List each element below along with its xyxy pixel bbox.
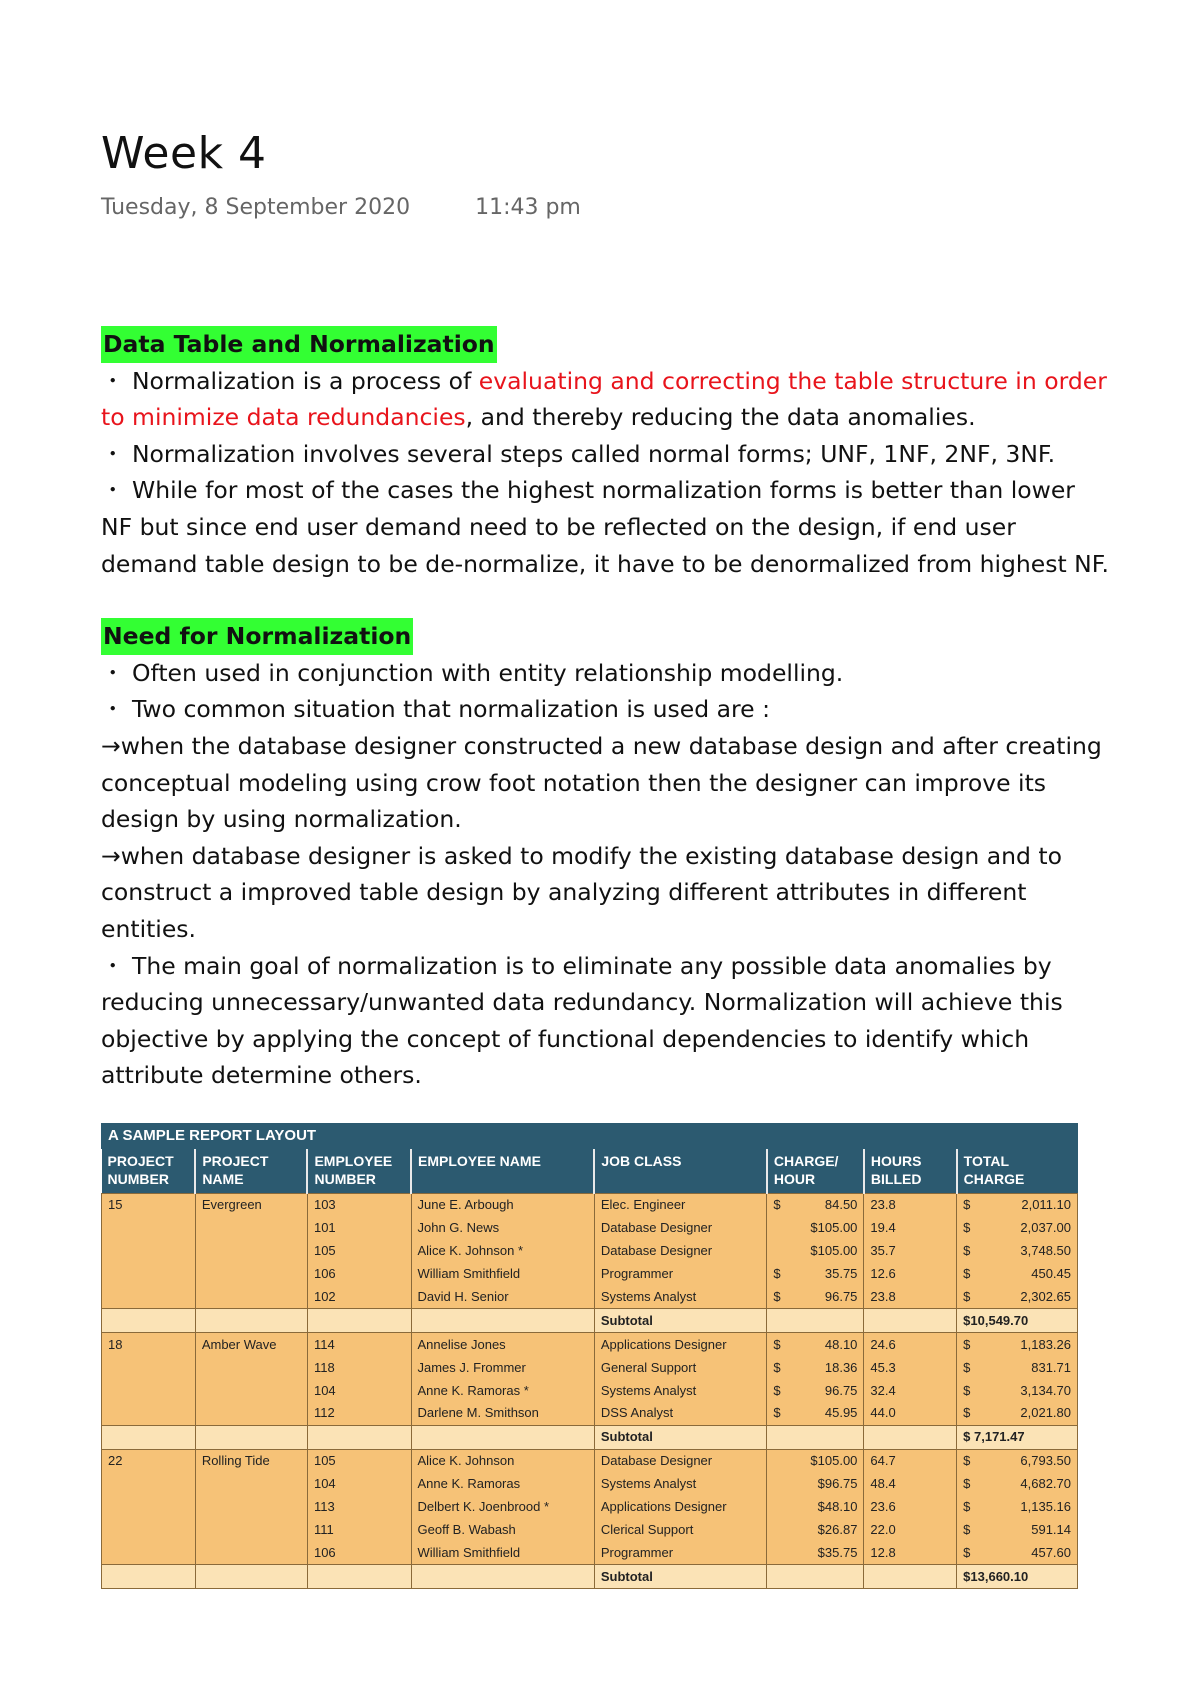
cell-employee-name: Alice K. Johnson — [411, 1449, 594, 1472]
cell-project-number: 22 — [102, 1449, 196, 1472]
cell-project-number — [102, 1240, 196, 1263]
cell-empty — [195, 1425, 307, 1449]
cell-charge-hour — [767, 1473, 864, 1496]
cell-empty — [411, 1425, 594, 1449]
subtotal-value: $ 7,171.47 — [957, 1425, 1078, 1449]
cell-project-name — [195, 1402, 307, 1425]
cell-employee-name: Geoff B. Wabash — [411, 1518, 594, 1541]
currency-symbol: $ — [773, 1382, 781, 1398]
note-header — [101, 128, 1111, 220]
cell-job-class: Database Designer — [594, 1217, 767, 1240]
cell-project-name — [195, 1356, 307, 1379]
cell-employee-number: 106 — [307, 1541, 411, 1564]
spacer — [101, 582, 1111, 618]
table-header-row — [102, 1149, 1078, 1194]
cell-hours-billed: 32.4 — [864, 1379, 957, 1402]
report-table — [101, 1149, 1078, 1589]
amount: 2,037.00 — [1020, 1220, 1071, 1236]
col-header: PROJECT NAME — [195, 1149, 307, 1194]
col-header: TOTAL CHARGE — [957, 1149, 1078, 1194]
cell-hours-billed: 35.7 — [864, 1240, 957, 1263]
cell-employee-name: John G. News — [411, 1217, 594, 1240]
subtotal-row — [102, 1425, 1078, 1449]
note-time: 11:43 pm — [475, 194, 581, 220]
cell-empty — [767, 1309, 864, 1333]
cell-employee-number: 111 — [307, 1518, 411, 1541]
cell-hours-billed: 23.8 — [864, 1286, 957, 1309]
cell-total-charge — [957, 1240, 1078, 1263]
table-row — [102, 1263, 1078, 1286]
cell-project-name: Rolling Tide — [195, 1449, 307, 1472]
cell-employee-name: William Smithfield — [411, 1263, 594, 1286]
amount: 2,302.65 — [1020, 1289, 1071, 1304]
cell-employee-number: 113 — [307, 1496, 411, 1519]
table-row — [102, 1449, 1078, 1472]
cell-job-class: Elec. Engineer — [594, 1194, 767, 1217]
amount: 6,793.50 — [1020, 1453, 1071, 1469]
cell-total-charge — [957, 1217, 1078, 1240]
currency-symbol: $ — [963, 1476, 971, 1492]
cell-employee-name: Alice K. Johnson * — [411, 1240, 594, 1263]
amount: $26.87 — [817, 1521, 858, 1537]
cell-hours-billed: 48.4 — [864, 1473, 957, 1496]
table-row — [102, 1402, 1078, 1425]
currency-symbol: $ — [963, 1544, 971, 1560]
cell-employee-number: 104 — [307, 1379, 411, 1402]
cell-total-charge — [957, 1333, 1078, 1356]
cell-project-number — [102, 1379, 196, 1402]
col-header: JOB CLASS — [594, 1149, 767, 1194]
col-header: HOURS BILLED — [864, 1149, 957, 1194]
currency-symbol: $ — [963, 1359, 971, 1375]
currency-symbol: $ — [773, 1266, 781, 1282]
cell-employee-name: David H. Senior — [411, 1286, 594, 1309]
cell-employee-number: 106 — [307, 1263, 411, 1286]
paragraph: ・ Two common situation that normalization is used are : — [101, 695, 770, 724]
cell-employee-name: Annelise Jones — [411, 1333, 594, 1356]
amount: 45.95 — [824, 1405, 858, 1421]
paragraph-text: ・ Normalization is a process of — [101, 366, 479, 395]
cell-employee-number: 118 — [307, 1356, 411, 1379]
amount: 591.14 — [1031, 1521, 1071, 1537]
cell-total-charge — [957, 1194, 1078, 1217]
cell-project-number — [102, 1518, 196, 1541]
cell-employee-name: William Smithfield — [411, 1541, 594, 1564]
cell-project-number — [102, 1286, 196, 1309]
currency-symbol: $ — [963, 1220, 971, 1236]
cell-hours-billed: 12.8 — [864, 1541, 957, 1564]
cell-job-class: Clerical Support — [594, 1518, 767, 1541]
cell-employee-name: June E. Arbough — [411, 1194, 594, 1217]
cell-empty — [307, 1565, 411, 1589]
cell-project-name: Evergreen — [195, 1194, 307, 1217]
cell-project-name — [195, 1217, 307, 1240]
currency-symbol: $ — [963, 1499, 971, 1515]
table-row — [102, 1541, 1078, 1564]
cell-employee-name: James J. Frommer — [411, 1356, 594, 1379]
cell-empty — [102, 1309, 196, 1333]
cell-employee-number: 103 — [307, 1194, 411, 1217]
cell-total-charge — [957, 1541, 1078, 1564]
table-row — [102, 1473, 1078, 1496]
cell-hours-billed: 12.6 — [864, 1263, 957, 1286]
cell-employee-number: 112 — [307, 1402, 411, 1425]
amount: 1,183.26 — [1020, 1336, 1071, 1352]
currency-symbol: $ — [963, 1289, 971, 1304]
cell-job-class: DSS Analyst — [594, 1402, 767, 1425]
subtotal-label: Subtotal — [594, 1309, 767, 1333]
table-row — [102, 1379, 1078, 1402]
col-header: EMPLOYEE NUMBER — [307, 1149, 411, 1194]
cell-employee-number: 114 — [307, 1333, 411, 1356]
subtotal-value: $13,660.10 — [957, 1565, 1078, 1589]
cell-project-number — [102, 1496, 196, 1519]
amount: 450.45 — [1031, 1266, 1071, 1282]
cell-total-charge — [957, 1379, 1078, 1402]
cell-charge-hour — [767, 1217, 864, 1240]
paragraph: →when the database designer constructed a new database design and after creating conceptual modeling using crow foot notation then the designer can improve its design by using normalization. — [101, 731, 1102, 834]
cell-job-class: Applications Designer — [594, 1333, 767, 1356]
cell-project-number — [102, 1473, 196, 1496]
cell-hours-billed: 23.6 — [864, 1496, 957, 1519]
cell-job-class: Systems Analyst — [594, 1286, 767, 1309]
cell-employee-number: 102 — [307, 1286, 411, 1309]
cell-charge-hour — [767, 1286, 864, 1309]
paragraph: →when database designer is asked to modify the existing database design and to construct a improved table design by analyzing different attributes in different entities. — [101, 841, 1063, 943]
table-row — [102, 1286, 1078, 1309]
amount: $35.75 — [817, 1544, 858, 1560]
cell-employee-number: 101 — [307, 1217, 411, 1240]
note-body — [101, 326, 1111, 1094]
paragraph: ・ The main goal of normalization is to eliminate any possible data anomalies by reducing unnecessary/unwanted data redundancy. Normalization will achieve this objective by applying the concept of functional dependencies to identify which attribute determine others. — [101, 951, 1063, 1090]
cell-empty — [411, 1309, 594, 1333]
cell-project-name — [195, 1473, 307, 1496]
cell-charge-hour — [767, 1496, 864, 1519]
cell-job-class: Applications Designer — [594, 1496, 767, 1519]
cell-empty — [307, 1425, 411, 1449]
cell-hours-billed: 23.8 — [864, 1194, 957, 1217]
note-meta — [101, 195, 1111, 220]
cell-job-class: Database Designer — [594, 1449, 767, 1472]
cell-empty — [307, 1309, 411, 1333]
amount: 2,021.80 — [1020, 1405, 1071, 1421]
amount: 48.10 — [824, 1336, 858, 1352]
cell-employee-name: Delbert K. Joenbrood * — [411, 1496, 594, 1519]
cell-charge-hour — [767, 1263, 864, 1286]
paragraph — [101, 363, 1111, 436]
subtotal-row — [102, 1309, 1078, 1333]
cell-project-name: Amber Wave — [195, 1333, 307, 1356]
cell-project-number — [102, 1356, 196, 1379]
cell-project-number — [102, 1217, 196, 1240]
cell-total-charge — [957, 1518, 1078, 1541]
cell-project-name — [195, 1263, 307, 1286]
table-row — [102, 1240, 1078, 1263]
amount: 457.60 — [1031, 1544, 1071, 1560]
paragraph-text: , and thereby reducing the data anomalies. — [465, 403, 976, 432]
page-title: Week 4 — [101, 128, 267, 179]
cell-project-number — [102, 1402, 196, 1425]
subtotal-label: Subtotal — [594, 1565, 767, 1589]
table-row — [102, 1333, 1078, 1356]
currency-symbol: $ — [773, 1405, 781, 1421]
cell-charge-hour — [767, 1194, 864, 1217]
section-data-table-normalization — [101, 326, 1111, 582]
paragraph: ・ While for most of the cases the highest normalization forms is better than lower NF but since end user demand need to be reflected on the design, if end user demand table design to be de-normalize, it have to be denormalized from highest NF. — [101, 476, 1109, 578]
cell-charge-hour — [767, 1379, 864, 1402]
currency-symbol: $ — [963, 1453, 971, 1469]
report-table-body — [102, 1194, 1078, 1589]
sample-report-image — [101, 1123, 1078, 1589]
amount: $105.00 — [810, 1220, 858, 1236]
currency-symbol: $ — [773, 1289, 781, 1304]
cell-project-number: 15 — [102, 1194, 196, 1217]
currency-symbol: $ — [963, 1266, 971, 1282]
amount: 35.75 — [824, 1266, 858, 1282]
cell-empty — [102, 1425, 196, 1449]
amount: 96.75 — [824, 1289, 858, 1304]
cell-employee-number: 105 — [307, 1449, 411, 1472]
col-header: CHARGE/ HOUR — [767, 1149, 864, 1194]
cell-hours-billed: 44.0 — [864, 1402, 957, 1425]
amount: 84.50 — [824, 1197, 858, 1213]
subtotal-label: Subtotal — [594, 1425, 767, 1449]
table-row — [102, 1217, 1078, 1240]
currency-symbol: $ — [963, 1243, 971, 1259]
cell-hours-billed: 22.0 — [864, 1518, 957, 1541]
section-need-for-normalization — [101, 618, 1111, 1094]
table-row — [102, 1496, 1078, 1519]
table-row — [102, 1356, 1078, 1379]
cell-job-class: Systems Analyst — [594, 1473, 767, 1496]
cell-hours-billed: 45.3 — [864, 1356, 957, 1379]
currency-symbol: $ — [963, 1197, 971, 1213]
paragraph: ・ Often used in conjunction with entity relationship modelling. — [101, 658, 844, 687]
amount: 1,135.16 — [1020, 1499, 1071, 1515]
amount: $48.10 — [817, 1499, 858, 1515]
cell-job-class: General Support — [594, 1356, 767, 1379]
cell-project-number: 18 — [102, 1333, 196, 1356]
highlighted-text: evaluating and correcting the table structure in order to minimize data redundancies — [101, 366, 1107, 432]
cell-empty — [864, 1565, 957, 1589]
cell-total-charge — [957, 1263, 1078, 1286]
cell-total-charge — [957, 1496, 1078, 1519]
cell-project-name — [195, 1286, 307, 1309]
amount: 96.75 — [824, 1382, 858, 1398]
cell-charge-hour — [767, 1449, 864, 1472]
cell-empty — [102, 1565, 196, 1589]
amount: $105.00 — [810, 1453, 858, 1469]
cell-project-name — [195, 1496, 307, 1519]
subtotal-row — [102, 1565, 1078, 1589]
cell-employee-name: Darlene M. Smithson — [411, 1402, 594, 1425]
currency-symbol: $ — [963, 1382, 971, 1398]
cell-total-charge — [957, 1449, 1078, 1472]
section-heading: Data Table and Normalization — [101, 326, 497, 363]
cell-empty — [767, 1425, 864, 1449]
cell-charge-hour — [767, 1518, 864, 1541]
currency-symbol: $ — [963, 1521, 971, 1537]
col-header: EMPLOYEE NAME — [411, 1149, 594, 1194]
cell-employee-name: Anne K. Ramoras — [411, 1473, 594, 1496]
col-header: PROJECT NUMBER — [102, 1149, 196, 1194]
cell-project-name — [195, 1541, 307, 1564]
cell-charge-hour — [767, 1356, 864, 1379]
cell-job-class: Programmer — [594, 1541, 767, 1564]
currency-symbol: $ — [773, 1359, 781, 1375]
cell-employee-number: 105 — [307, 1240, 411, 1263]
currency-symbol: $ — [963, 1405, 971, 1421]
cell-project-name — [195, 1518, 307, 1541]
cell-project-number — [102, 1263, 196, 1286]
note-date: Tuesday, 8 September 2020 — [101, 194, 411, 220]
cell-empty — [767, 1565, 864, 1589]
cell-charge-hour — [767, 1541, 864, 1564]
cell-empty — [411, 1565, 594, 1589]
cell-total-charge — [957, 1356, 1078, 1379]
cell-hours-billed: 64.7 — [864, 1449, 957, 1472]
currency-symbol: $ — [773, 1336, 781, 1352]
amount: $96.75 — [817, 1476, 858, 1492]
section-heading: Need for Normalization — [101, 618, 413, 655]
cell-employee-number: 104 — [307, 1473, 411, 1496]
amount: $105.00 — [810, 1243, 858, 1259]
cell-hours-billed: 24.6 — [864, 1333, 957, 1356]
cell-total-charge — [957, 1473, 1078, 1496]
cell-empty — [195, 1565, 307, 1589]
amount: 4,682.70 — [1020, 1476, 1071, 1492]
cell-project-name — [195, 1379, 307, 1402]
report-title: A SAMPLE REPORT LAYOUT — [101, 1123, 1078, 1149]
cell-total-charge — [957, 1286, 1078, 1309]
cell-charge-hour — [767, 1402, 864, 1425]
amount: 2,011.10 — [1021, 1197, 1071, 1213]
cell-empty — [195, 1309, 307, 1333]
paragraph: ・ Normalization involves several steps called normal forms; UNF, 1NF, 2NF, 3NF. — [101, 439, 1056, 468]
cell-project-name — [195, 1240, 307, 1263]
cell-total-charge — [957, 1402, 1078, 1425]
currency-symbol: $ — [773, 1197, 781, 1213]
amount: 3,134.70 — [1020, 1382, 1071, 1398]
currency-symbol: $ — [963, 1336, 971, 1352]
amount: 3,748.50 — [1020, 1243, 1071, 1259]
cell-job-class: Systems Analyst — [594, 1379, 767, 1402]
cell-project-number — [102, 1541, 196, 1564]
cell-job-class: Database Designer — [594, 1240, 767, 1263]
subtotal-value: $10,549.70 — [957, 1309, 1078, 1333]
cell-empty — [864, 1309, 957, 1333]
cell-charge-hour — [767, 1333, 864, 1356]
table-row — [102, 1194, 1078, 1217]
table-row — [102, 1518, 1078, 1541]
amount: 18.36 — [824, 1359, 858, 1375]
cell-employee-name: Anne K. Ramoras * — [411, 1379, 594, 1402]
cell-empty — [864, 1425, 957, 1449]
cell-charge-hour — [767, 1240, 864, 1263]
amount: 831.71 — [1031, 1359, 1071, 1375]
cell-job-class: Programmer — [594, 1263, 767, 1286]
cell-hours-billed: 19.4 — [864, 1217, 957, 1240]
